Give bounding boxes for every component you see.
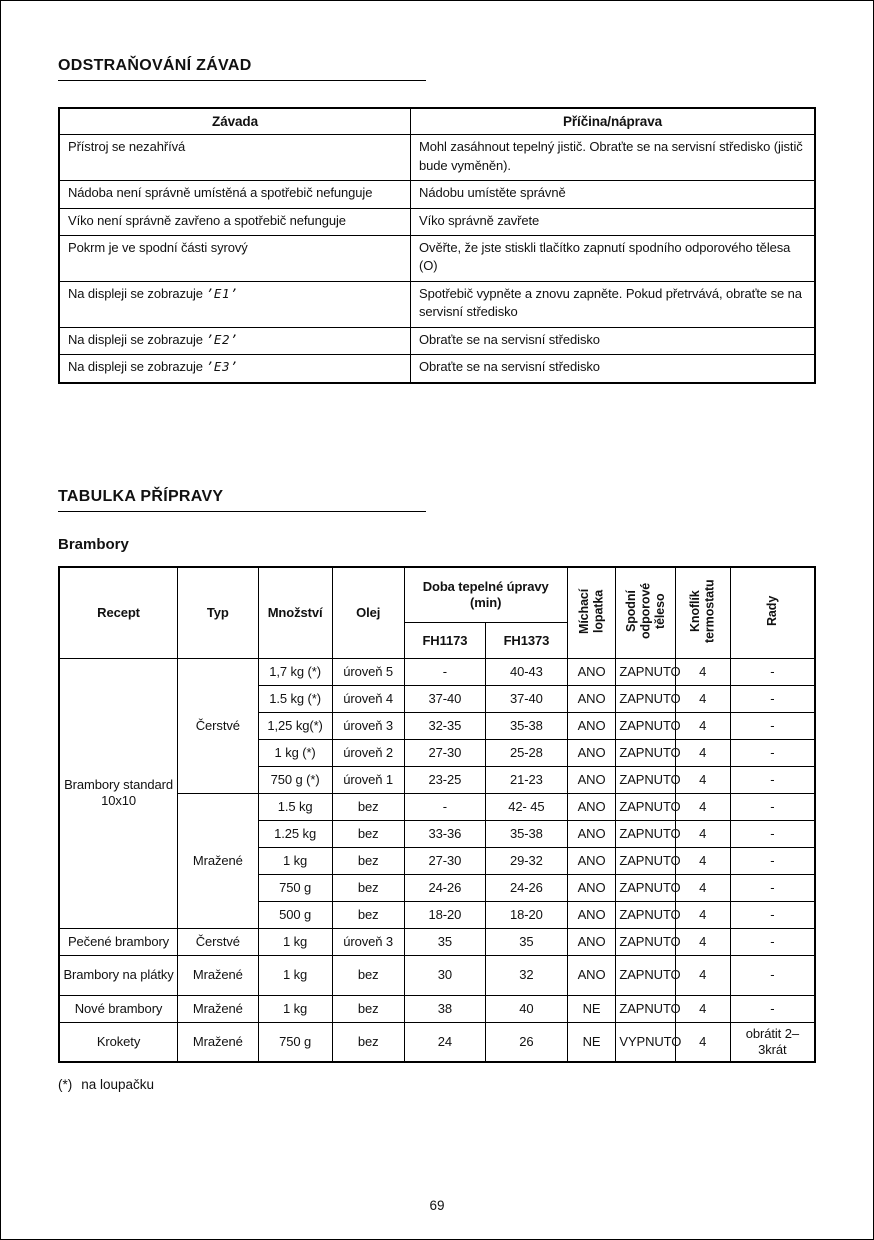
cell-mnozstvi: 1 kg (258, 847, 332, 874)
col-header-fh1173: FH1173 (404, 623, 486, 658)
remedy-cell: Spotřebič vypněte a znovu zapněte. Pokud přetrvává, obraťte se na servisní středisko (411, 281, 815, 327)
cell-michaci: ANO (567, 739, 616, 766)
cell-rady: - (730, 712, 815, 739)
cell-rady: - (730, 685, 815, 712)
table-row (59, 181, 815, 208)
cell-fh1173: - (404, 658, 486, 685)
footnote-marker: (*) (58, 1077, 73, 1093)
cell-olej: úroveň 4 (332, 685, 404, 712)
cell-fh1373: 40 (486, 995, 568, 1022)
cell-michaci: ANO (567, 685, 616, 712)
type-cell: Mražené (178, 955, 258, 995)
preparation-table (58, 566, 816, 1064)
cell-michaci: ANO (567, 874, 616, 901)
cell-fh1373: 18-20 (486, 901, 568, 928)
cell-michaci: ANO (567, 712, 616, 739)
type-cell: Mražené (178, 995, 258, 1022)
troubleshooting-table (58, 107, 816, 384)
cell-spodni: ZAPNUTO (616, 658, 675, 685)
cell-fh1173: 23-25 (404, 766, 486, 793)
cell-spodni: VYPNUTO (616, 1022, 675, 1062)
cell-fh1173: 27-30 (404, 739, 486, 766)
fault-text: Na displeji se zobrazuje (68, 285, 203, 301)
cell-michaci: ANO (567, 766, 616, 793)
cell-rady: - (730, 820, 815, 847)
recipe-cell: Krokety (59, 1022, 178, 1062)
cell-rady: - (730, 658, 815, 685)
footnote (58, 1077, 816, 1092)
cell-michaci: ANO (567, 847, 616, 874)
type-cell: Mražené (178, 793, 258, 928)
cell-michaci: ANO (567, 793, 616, 820)
cell-fh1373: 37-40 (486, 685, 568, 712)
cell-knoflik: 4 (675, 766, 730, 793)
cell-michaci: ANO (567, 658, 616, 685)
prep-title: TABULKA PŘÍPRAVY (58, 488, 426, 512)
cell-rady: - (730, 874, 815, 901)
cell-mnozstvi: 750 g (258, 874, 332, 901)
cell-olej: bez (332, 820, 404, 847)
cell-fh1173: 18-20 (404, 901, 486, 928)
cell-mnozstvi: 1,25 kg(*) (258, 712, 332, 739)
col-header-typ: Typ (178, 567, 258, 659)
col-header-knoflik (675, 567, 730, 659)
cell-knoflik: 4 (675, 658, 730, 685)
cell-knoflik: 4 (675, 928, 730, 955)
fault-cell: Víko není správně zavřeno a spotřebič nefunguje (59, 208, 411, 235)
table-row (59, 995, 815, 1022)
cell-mnozstvi: 1 kg (258, 928, 332, 955)
table-row (59, 1022, 815, 1062)
cell-mnozstvi: 1,7 kg (*) (258, 658, 332, 685)
remedy-cell: Mohl zasáhnout tepelný jistič. Obraťte se na servisní středisko (jistič bude vyměněn). (411, 135, 815, 181)
troubleshooting-title: ODSTRAŇOVÁNÍ ZÁVAD (58, 57, 426, 81)
cell-fh1373: 35-38 (486, 712, 568, 739)
cell-michaci: ANO (567, 955, 616, 995)
cell-fh1373: 42- 45 (486, 793, 568, 820)
cell-fh1373: 24-26 (486, 874, 568, 901)
cell-fh1373: 35 (486, 928, 568, 955)
table-row (59, 327, 815, 354)
cell-mnozstvi: 1 kg (258, 955, 332, 995)
cell-fh1173: 38 (404, 995, 486, 1022)
cell-michaci: ANO (567, 820, 616, 847)
cell-olej: bez (332, 1022, 404, 1062)
vertical-label: Spodní odporové těleso (623, 582, 667, 639)
cell-michaci: ANO (567, 901, 616, 928)
col-header-doba: Doba tepelné úpravy (min) (404, 567, 567, 623)
cell-fh1173: - (404, 793, 486, 820)
fault-cell: Pokrm je ve spodní části syrový (59, 235, 411, 281)
cell-fh1173: 24-26 (404, 874, 486, 901)
cell-olej: bez (332, 955, 404, 995)
cell-rady: - (730, 901, 815, 928)
table-row (59, 355, 815, 383)
cell-spodni: ZAPNUTO (616, 995, 675, 1022)
cell-spodni: ZAPNUTO (616, 928, 675, 955)
cell-olej: bez (332, 995, 404, 1022)
remedy-cell: Obraťte se na servisní středisko (411, 327, 815, 354)
recipe-cell: Brambory standard 10x10 (59, 658, 178, 928)
cell-spodni: ZAPNUTO (616, 901, 675, 928)
cell-fh1173: 37-40 (404, 685, 486, 712)
remedy-cell: Obraťte se na servisní středisko (411, 355, 815, 383)
table-row (59, 658, 815, 685)
cell-olej: úroveň 3 (332, 712, 404, 739)
type-cell: Čerstvé (178, 658, 258, 793)
cell-spodni: ZAPNUTO (616, 739, 675, 766)
page-number: 69 (429, 1198, 445, 1213)
col-header-rady (730, 567, 815, 659)
cell-rady: - (730, 739, 815, 766)
col-header-pricina: Příčina/náprava (411, 108, 815, 135)
col-header-recept: Recept (59, 567, 178, 659)
cell-mnozstvi: 750 g (258, 1022, 332, 1062)
recipe-cell: Pečené brambory (59, 928, 178, 955)
table-row (59, 281, 815, 327)
cell-knoflik: 4 (675, 1022, 730, 1062)
cell-mnozstvi: 750 g (*) (258, 766, 332, 793)
cell-fh1373: 35-38 (486, 820, 568, 847)
prep-subtitle: Brambory (58, 535, 129, 553)
cell-mnozstvi: 500 g (258, 901, 332, 928)
col-header-fh1373: FH1373 (486, 623, 568, 658)
display-code: ’E1’ (205, 285, 239, 301)
cell-fh1373: 25-28 (486, 739, 568, 766)
cell-olej: úroveň 1 (332, 766, 404, 793)
cell-fh1173: 35 (404, 928, 486, 955)
cell-knoflik: 4 (675, 820, 730, 847)
fault-cell (59, 281, 411, 327)
cell-olej: bez (332, 793, 404, 820)
col-header-zavada: Závada (59, 108, 411, 135)
cell-olej: úroveň 5 (332, 658, 404, 685)
cell-spodni: ZAPNUTO (616, 793, 675, 820)
cell-knoflik: 4 (675, 712, 730, 739)
cell-rady: obrátit 2–3krát (730, 1022, 815, 1062)
remedy-cell: Ověřte, že jste stiskli tlačítko zapnutí spodního odporového tělesa (O) (411, 235, 815, 281)
table-row (59, 955, 815, 995)
cell-olej: úroveň 2 (332, 739, 404, 766)
footnote-text: na loupačku (81, 1077, 155, 1093)
table-row (59, 208, 815, 235)
cell-fh1373: 26 (486, 1022, 568, 1062)
cell-fh1373: 32 (486, 955, 568, 995)
fault-text: Na displeji se zobrazuje (68, 359, 203, 375)
cell-fh1173: 32-35 (404, 712, 486, 739)
cell-spodni: ZAPNUTO (616, 955, 675, 995)
type-cell: Mražené (178, 1022, 258, 1062)
col-header-olej: Olej (332, 567, 404, 659)
col-header-mnozstvi: Množství (258, 567, 332, 659)
cell-mnozstvi: 1.25 kg (258, 820, 332, 847)
col-header-spodni (616, 567, 675, 659)
cell-spodni: ZAPNUTO (616, 847, 675, 874)
cell-mnozstvi: 1.5 kg (*) (258, 685, 332, 712)
table-header-row (59, 567, 815, 623)
cell-knoflik: 4 (675, 685, 730, 712)
cell-rady: - (730, 766, 815, 793)
cell-rady: - (730, 793, 815, 820)
col-header-michaci (567, 567, 616, 659)
cell-knoflik: 4 (675, 901, 730, 928)
cell-mnozstvi: 1 kg (*) (258, 739, 332, 766)
table-row (59, 135, 815, 181)
cell-michaci: NE (567, 1022, 616, 1062)
cell-knoflik: 4 (675, 793, 730, 820)
cell-olej: bez (332, 874, 404, 901)
cell-fh1373: 40-43 (486, 658, 568, 685)
display-code: ’E2’ (205, 331, 239, 347)
table-header-row (59, 108, 815, 135)
cell-fh1173: 30 (404, 955, 486, 995)
remedy-cell: Víko správně zavřete (411, 208, 815, 235)
remedy-cell: Nádobu umístěte správně (411, 181, 815, 208)
cell-mnozstvi: 1.5 kg (258, 793, 332, 820)
cell-fh1373: 29-32 (486, 847, 568, 874)
cell-olej: bez (332, 847, 404, 874)
cell-michaci: ANO (567, 928, 616, 955)
cell-fh1173: 33-36 (404, 820, 486, 847)
cell-knoflik: 4 (675, 955, 730, 995)
type-cell: Čerstvé (178, 928, 258, 955)
cell-knoflik: 4 (675, 874, 730, 901)
cell-knoflik: 4 (675, 739, 730, 766)
cell-knoflik: 4 (675, 995, 730, 1022)
fault-text: Na displeji se zobrazuje (68, 331, 203, 347)
fault-cell (59, 327, 411, 354)
cell-rady: - (730, 955, 815, 995)
cell-michaci: NE (567, 995, 616, 1022)
cell-spodni: ZAPNUTO (616, 874, 675, 901)
recipe-cell: Nové brambory (59, 995, 178, 1022)
cell-rady: - (730, 847, 815, 874)
fault-cell: Přístroj se nezahřívá (59, 135, 411, 181)
cell-fh1173: 24 (404, 1022, 486, 1062)
vertical-label: Rady (765, 595, 780, 626)
fault-cell: Nádoba není správně umístěná a spotřebič nefunguje (59, 181, 411, 208)
table-row (59, 235, 815, 281)
table-row (59, 928, 815, 955)
cell-olej: bez (332, 901, 404, 928)
cell-fh1373: 21-23 (486, 766, 568, 793)
cell-rady: - (730, 995, 815, 1022)
cell-spodni: ZAPNUTO (616, 712, 675, 739)
vertical-label: Knoflík termostatu (688, 578, 717, 643)
cell-mnozstvi: 1 kg (258, 995, 332, 1022)
cell-spodni: ZAPNUTO (616, 766, 675, 793)
fault-cell (59, 355, 411, 383)
cell-spodni: ZAPNUTO (616, 685, 675, 712)
vertical-label: Míchací lopatka (577, 588, 606, 634)
cell-rady: - (730, 928, 815, 955)
recipe-cell: Brambory na plátky (59, 955, 178, 995)
display-code: ’E3’ (205, 359, 239, 375)
cell-olej: úroveň 3 (332, 928, 404, 955)
cell-fh1173: 27-30 (404, 847, 486, 874)
cell-spodni: ZAPNUTO (616, 820, 675, 847)
cell-knoflik: 4 (675, 847, 730, 874)
